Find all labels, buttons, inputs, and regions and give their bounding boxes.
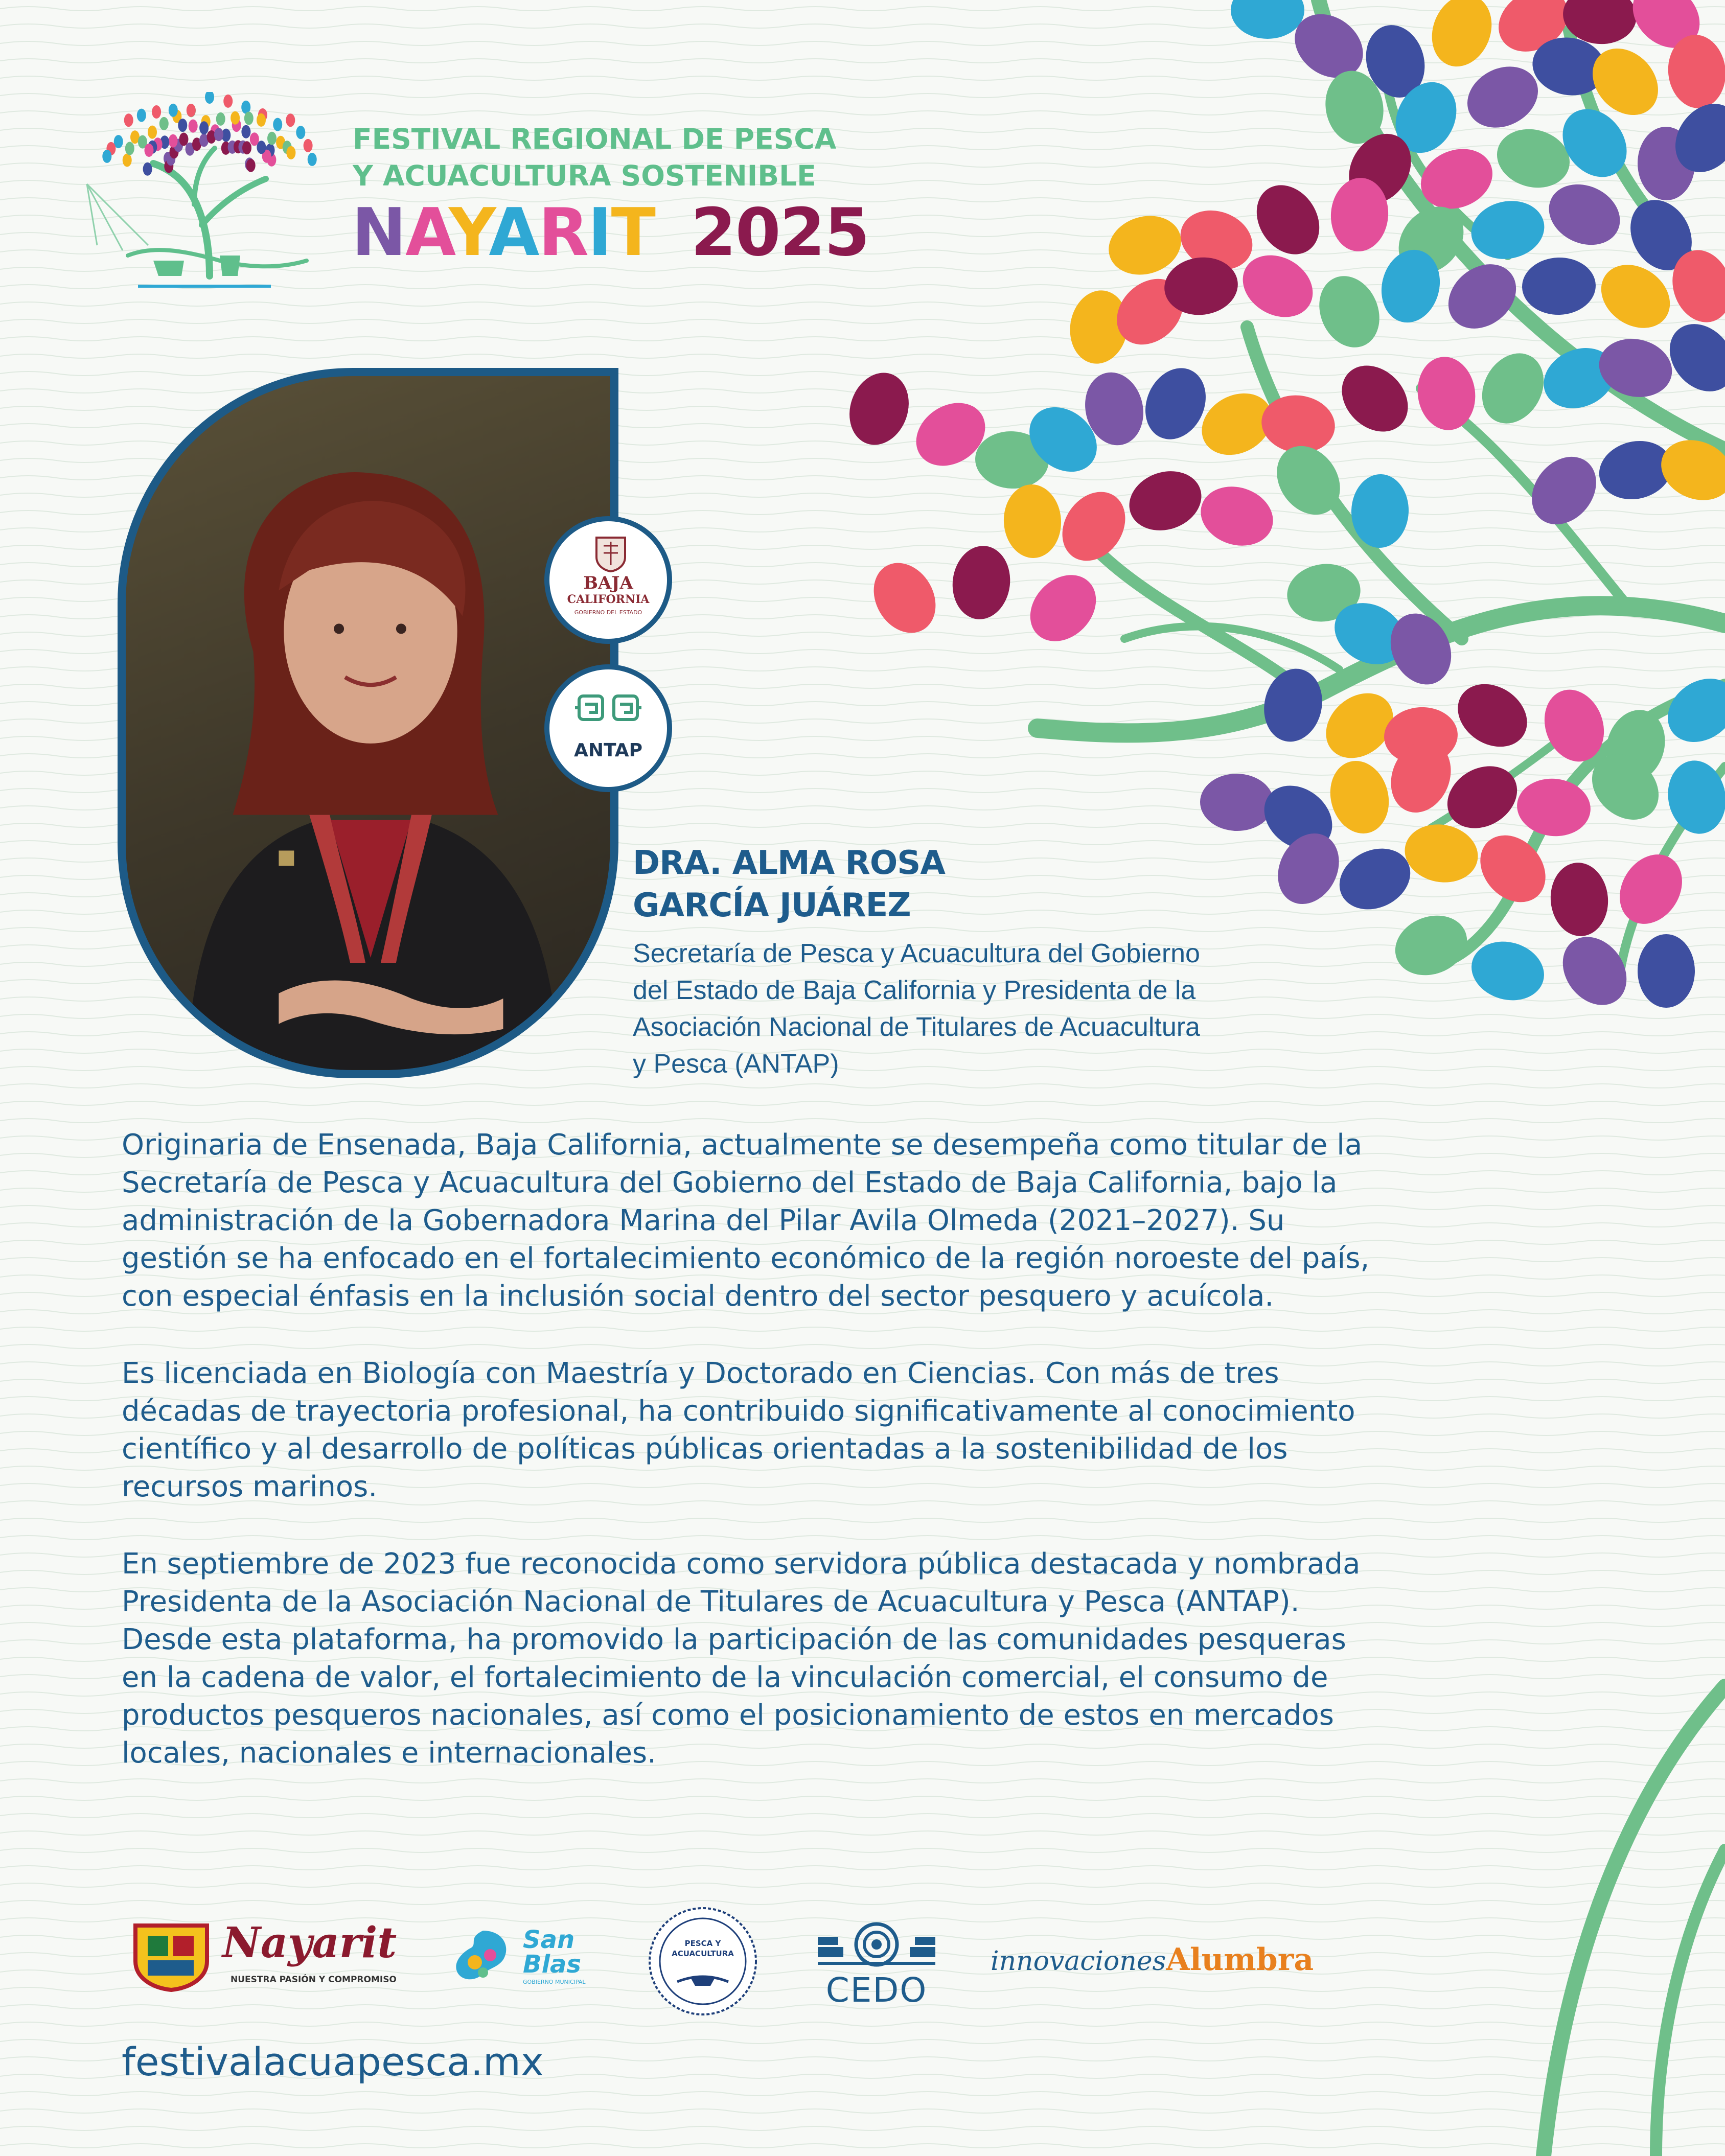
cedo-shell-icon	[818, 1921, 935, 1967]
tree-leaf	[1017, 562, 1110, 654]
tree-leaf	[1257, 663, 1328, 747]
logo-leaf	[241, 125, 250, 138]
tree-leaf	[1548, 860, 1611, 938]
logo-leaf	[125, 142, 134, 155]
logo-leaf	[244, 112, 254, 125]
bio-line: Originaria de Ensenada, Baja California, actualmente se desempeña como titular de la	[122, 1128, 1363, 1162]
tree-leaf	[862, 552, 948, 644]
sponsor-innovaciones-alumbra-logo	[991, 1942, 1348, 1983]
logo-leaf	[242, 141, 251, 154]
nayarit-letter: N	[352, 195, 406, 271]
san-blas-emblem-icon	[452, 1927, 514, 1988]
bio-paragraph-1	[122, 1126, 1430, 1315]
speaker-name-line2: GARCÍA JUÁREZ	[633, 887, 911, 924]
logo-leaf	[308, 153, 317, 166]
tree-leaf	[1470, 342, 1556, 434]
bio-line: décadas de trayectoria profesional, ha contribuido significativamente al conocimiento	[122, 1395, 1355, 1428]
antap-badge	[544, 664, 672, 792]
logo-leaf	[223, 95, 233, 108]
logo-leaf	[143, 163, 152, 176]
logo-leaf	[189, 120, 198, 133]
baja-california-badge	[544, 516, 672, 644]
tree-leaf	[1422, 0, 1502, 75]
antap-fish-icon	[575, 689, 641, 732]
tree-leaf	[949, 543, 1015, 623]
nayarit-wordmark	[352, 195, 655, 271]
sponsor-san-blas-line2: Blas	[523, 1950, 581, 1979]
logo-leaf	[124, 113, 133, 127]
logo-leaf	[273, 118, 282, 131]
bio-line: Secretaría de Pesca y Acuacultura del Gobierno del Estado de Baja California, bajo la	[122, 1166, 1338, 1199]
sponsor-alumbra-prefix: innovaciones	[991, 1946, 1166, 1977]
bio-line: recursos marinos.	[122, 1470, 378, 1503]
bio-line: Desde esta plataforma, ha promovido la participación de las comunidades pesqueras	[122, 1623, 1346, 1656]
sponsor-cedo-name: CEDO	[825, 1970, 928, 2010]
pesca-acuacultura-seal-icon	[647, 1905, 759, 2018]
logo-leaf	[304, 139, 313, 152]
sponsor-san-blas-line1: San	[523, 1926, 575, 1954]
tree-leaf	[1322, 754, 1396, 840]
tree-leaf	[1400, 818, 1483, 888]
tree-leaf	[1387, 906, 1476, 985]
sponsor-nayarit-name: Nayarit	[222, 1918, 397, 1967]
logo-leaf	[159, 117, 169, 130]
bio-line: Es licenciada en Biología con Maestría y Doctorado en Ciencias. Con más de tres	[122, 1357, 1279, 1390]
logo-leaf	[199, 121, 209, 134]
logo-leaf	[145, 144, 154, 157]
festival-tree-logo	[66, 92, 332, 296]
badge-antap-label: ANTAP	[574, 740, 642, 761]
tree-leaf	[1193, 477, 1281, 554]
logo-leaf	[137, 109, 146, 122]
baja-california-shield-icon	[594, 536, 627, 572]
bio-line: científico y al desarrollo de políticas públicas orientadas a la sostenibilidad de los	[122, 1432, 1288, 1466]
badge-bc-line2: CALIFORNIA	[567, 593, 650, 606]
festival-title-line1: FESTIVAL REGIONAL DE PESCA	[353, 123, 837, 155]
speaker-portrait-illustration	[126, 376, 610, 1070]
sponsor-san-blas-tagline: GOBIERNO MUNICIPAL	[523, 1979, 586, 1985]
tree-leaf	[1514, 775, 1594, 840]
festival-title-nayarit	[352, 195, 869, 271]
sponsor-alumbra-name: Alumbra	[1166, 1942, 1314, 1978]
logo-leaf	[286, 146, 295, 159]
footer-website-link[interactable]: festivalacuapesca.mx	[122, 2039, 544, 2084]
logo-leaf	[169, 104, 178, 117]
logo-leaf	[187, 104, 196, 117]
sponsor-cedo-logo	[818, 1921, 935, 2008]
speaker-name-line1: DRA. ALMA ROSA	[633, 844, 945, 882]
bio-paragraph-2	[122, 1355, 1430, 1506]
tree-leaf	[1200, 773, 1274, 831]
logo-leaf	[169, 134, 178, 148]
logo-leaf	[179, 133, 189, 146]
bio-line: En septiembre de 2023 fue reconocida como servidora pública destacada y nombrada	[122, 1547, 1361, 1581]
logo-leaf	[286, 113, 295, 127]
festival-title-line2: Y ACUACULTURA SOSTENIBLE	[353, 159, 816, 192]
tree-leaf	[1466, 194, 1550, 265]
festival-year: 2025	[691, 195, 869, 271]
speaker-role	[633, 935, 1348, 1082]
logo-leaf	[205, 92, 214, 104]
tree-leaf	[1662, 756, 1725, 838]
sponsor-nayarit-logo	[130, 1916, 397, 1993]
nayarit-letter: I	[588, 195, 611, 271]
tree-leaf	[1446, 671, 1539, 759]
nayarit-shield-icon	[130, 1920, 212, 1992]
nayarit-letter: A	[405, 195, 449, 271]
nayarit-letter: A	[489, 195, 539, 271]
sponsor-pesca-acuacultura-seal	[647, 1905, 759, 2018]
tree-leaf	[1308, 267, 1390, 357]
tree-leaf	[1328, 352, 1421, 445]
bio-line: gestión se ha enfocado en el fortalecimiento económico de la región noroeste del país,	[122, 1242, 1370, 1275]
tree-leaf	[1539, 173, 1630, 256]
badge-bc-line1: BAJA	[583, 573, 633, 593]
badge-bc-line3: GOBIERNO DEL ESTADO	[574, 609, 642, 616]
tree-leaf	[840, 365, 918, 453]
tree-leaf	[1638, 934, 1695, 1008]
nayarit-letter: T	[611, 195, 655, 271]
logo-leaf	[123, 153, 132, 167]
nayarit-letter: Y	[448, 195, 489, 271]
tree-leaf	[1002, 483, 1063, 560]
logo-leaf	[152, 105, 161, 119]
bio-line: locales, nacionales e internacionales.	[122, 1736, 656, 1770]
logo-leaf	[214, 128, 223, 141]
logo-leaf	[148, 126, 157, 139]
bio-paragraph-3	[122, 1545, 1430, 1772]
tree-leaf	[1244, 173, 1332, 266]
logo-leaf	[178, 119, 187, 132]
tree-leaf	[1049, 480, 1138, 573]
tree-leaf	[1121, 462, 1210, 540]
nayarit-letter: R	[538, 195, 588, 271]
speaker-photo	[118, 368, 618, 1078]
role-line: Secretaría de Pesca y Acuacultura del Gobierno	[633, 939, 1200, 968]
bio-line: administración de la Gobernadora Marina del Pilar Avila Olmeda (2021–2027). Su	[122, 1204, 1285, 1237]
bio-line: Presidenta de la Asociación Nacional de Titulares de Acuacultura y Pesca (ANTAP).	[122, 1585, 1300, 1618]
logo-leaf	[250, 132, 259, 146]
bio-line: productos pesqueros nacionales, así como el posicionamiento de estos en mercados	[122, 1699, 1334, 1732]
tree-leaf	[1607, 843, 1694, 935]
logo-leaf	[246, 159, 256, 172]
logo-leaf	[102, 150, 111, 163]
logo-leaf	[296, 126, 305, 139]
logo-leaf	[257, 113, 266, 127]
sponsor-san-blas-logo	[452, 1921, 585, 1993]
role-line: del Estado de Baja California y Presidenta de la	[633, 976, 1196, 1005]
role-line: y Pesca (ANTAP)	[633, 1049, 839, 1079]
sponsor-pesca-line2: ACUACULTURA	[672, 1949, 734, 1958]
logo-leaf	[267, 132, 277, 145]
logo-leaf	[231, 111, 240, 125]
bio-line: en la cadena de valor, el fortalecimiento de la vinculación comercial, el consumo de	[122, 1661, 1328, 1694]
sponsor-nayarit-tagline: NUESTRA PASIÓN Y COMPROMISO	[231, 1975, 397, 1985]
sponsor-pesca-line1: PESCA Y	[684, 1939, 721, 1948]
logo-leaf	[216, 112, 225, 126]
tree-leaf	[1521, 257, 1597, 316]
bio-line: con especial énfasis en la inclusión social dentro del sector pesquero y acuícola.	[122, 1280, 1274, 1313]
role-line: Asociación Nacional de Titulares de Acuacultura	[633, 1012, 1200, 1042]
tree-leaf	[1231, 0, 1304, 39]
